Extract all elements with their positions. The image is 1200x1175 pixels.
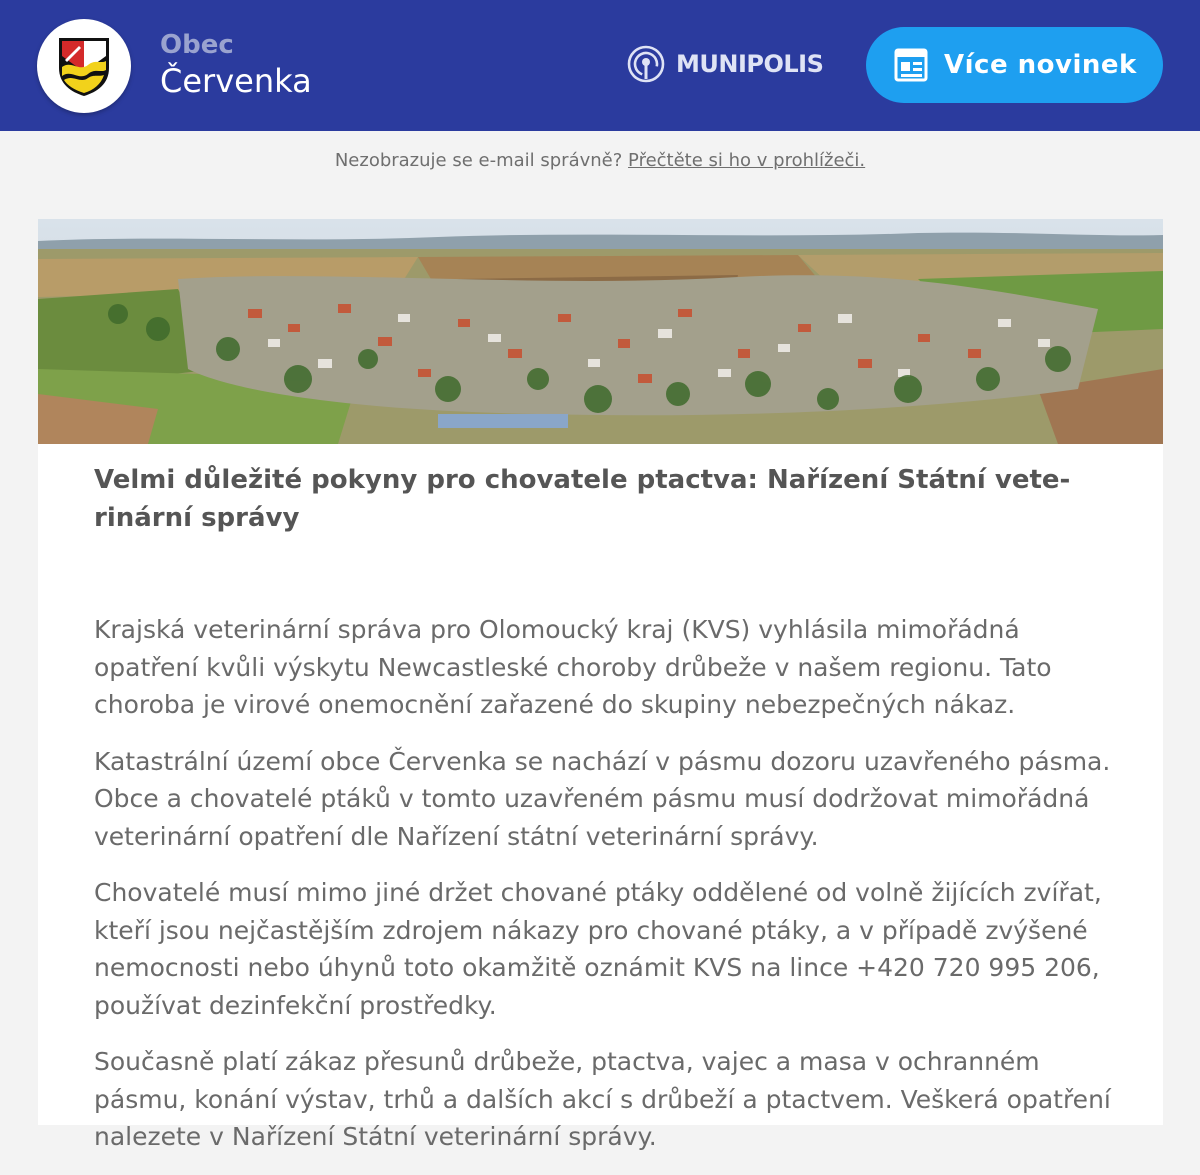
- town-prefix: Obec: [160, 30, 234, 60]
- town-name: Červenka: [160, 62, 312, 100]
- town-logo[interactable]: [37, 19, 131, 113]
- brand-name: MUNIPOLIS: [676, 50, 824, 78]
- article-paragraph: Katastrální území obce Červenka se nachází v pásmu dozoru uzavřeného pásma. Obce a chovatelé ptáků v tomto uzavřeném pásmu musí dodržovat mimořádná veterinární opatření dle Nařízení státní veterinární správy.: [94, 746, 1111, 851]
- article-card: [38, 219, 1163, 1151]
- header-bar: [0, 0, 1200, 131]
- newspaper-icon: [894, 48, 928, 82]
- more-news-button[interactable]: [866, 27, 1163, 103]
- more-news-label: Více novinek: [944, 50, 1137, 80]
- coat-of-arms-icon: [55, 34, 113, 98]
- browser-view-notice: [0, 150, 1200, 171]
- munipolis-brand[interactable]: [627, 44, 823, 84]
- article-image[interactable]: [38, 219, 1163, 444]
- article-body: [94, 611, 1119, 1175]
- notice-text: Nezobrazuje se e-mail správně?: [334, 150, 623, 171]
- article-paragraph: Současně platí zákaz přesunů drůbeže, ptactva, vajec a masa v ochranném pásmu, konání výstav, trhů a dalších akcí s drůbeží a ptactvem. Veškerá opatření nalezete v Nařízení Státní veterinární správy.: [94, 1047, 1111, 1151]
- article-title[interactable]: Velmi důležité pokyny pro chovatele ptactva: Nařízení Státní veterinární správy: [94, 465, 1071, 533]
- view-in-browser-link[interactable]: Přečtěte si ho v prohlížeči.: [628, 150, 866, 171]
- article-paragraph: Krajská veterinární správa pro Olomoucký kraj (KVS) vyhlásila mimořádná opatření kvůli výskytu Newcastleské choroby drůbeže v našem regionu. Tato choroba je virové onemocnění zařazené do skupiny nebezpečných nákaz.: [94, 615, 1052, 719]
- article-paragraph: Chovatelé musí mimo jiné držet chované ptáky oddělené od volně žijících zvířat, kteří jsou nejčastějším zdrojem nákazy pro chované ptáky, a v případě zvýšené nemocnosti nebo úhynů toto okamžitě oznámit KVS na lince +420 720 995 206, používat dezinfekční prostředky.: [94, 878, 1102, 1020]
- broadcast-icon: [627, 45, 665, 83]
